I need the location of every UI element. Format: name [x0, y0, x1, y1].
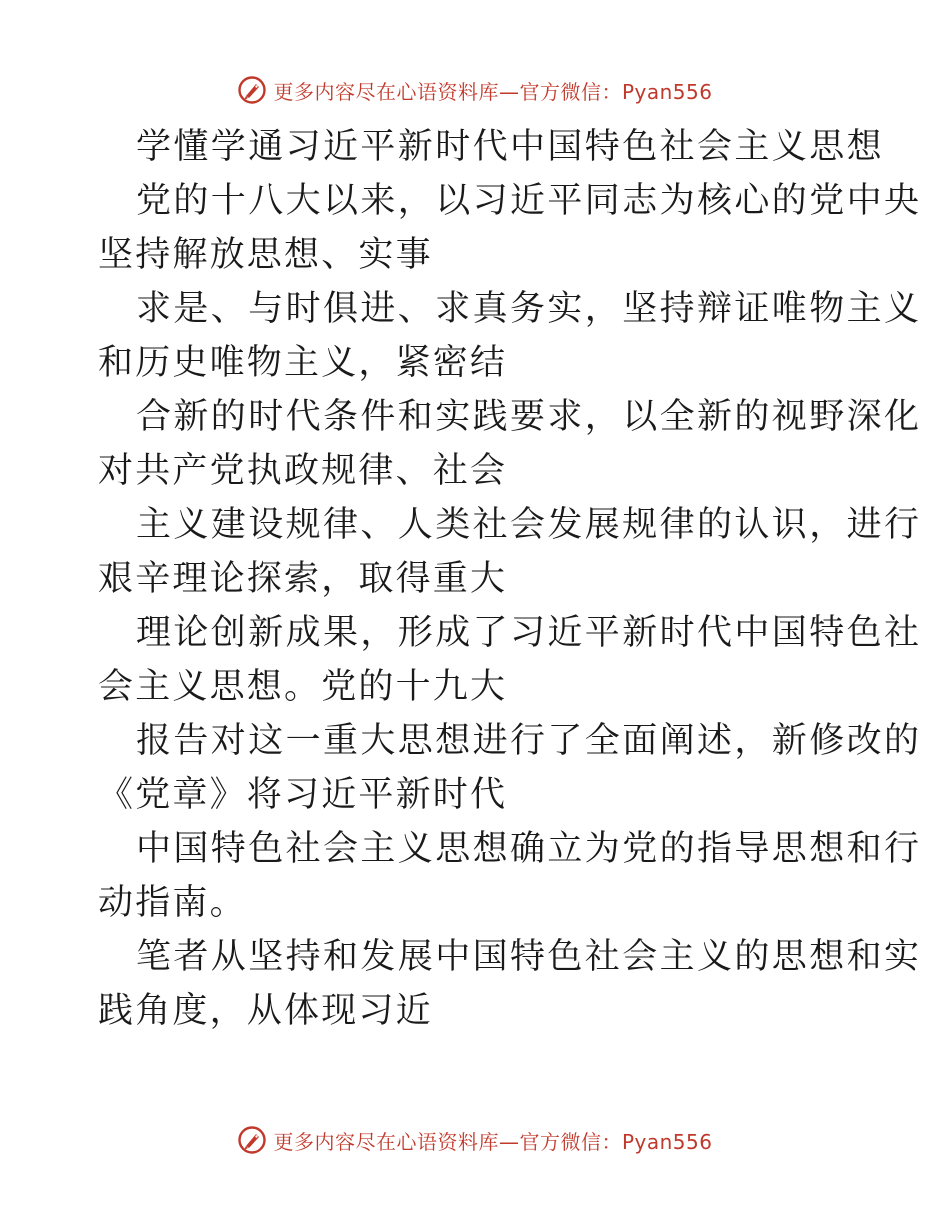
paragraph-line: 会主义思想。党的十九大	[98, 667, 508, 707]
paragraph-line: 和历史唯物主义，紧密结	[98, 343, 508, 383]
paragraph-line: 笔者从坚持和发展中国特色社会主义的思想和实	[136, 937, 922, 977]
paragraph-line: 《党章》将习近平新时代	[98, 775, 508, 815]
paragraph-line: 求是、与时俱进、求真务实，坚持辩证唯物主义	[136, 289, 922, 329]
header-watermark-text: 更多内容尽在心语资料库—官方微信：Pyan556	[273, 79, 713, 104]
footer-watermark-text: 更多内容尽在心语资料库—官方微信：Pyan556	[273, 1129, 713, 1154]
paragraph-line: 合新的时代条件和实践要求，以全新的视野深化	[136, 397, 922, 437]
paragraph-line: 理论创新成果，形成了习近平新时代中国特色社	[136, 613, 922, 653]
paragraph-line: 践角度，从体现习近	[98, 991, 433, 1031]
footer-watermark-banner	[0, 1120, 950, 1160]
header-watermark-banner	[0, 70, 950, 110]
document-body	[98, 120, 922, 1038]
paragraph-line: 主义建设规律、人类社会发展规律的认识，进行	[136, 505, 922, 545]
pen-nib-logo-icon	[237, 75, 267, 105]
pen-nib-logo-icon	[237, 1125, 267, 1155]
paragraph-line: 报告对这一重大思想进行了全面阐述，新修改的	[136, 721, 922, 761]
paragraph-line: 动指南。	[98, 883, 247, 923]
paragraph-line: 中国特色社会主义思想确立为党的指导思想和行	[136, 829, 922, 869]
paragraph-line: 党的十八大以来，以习近平同志为核心的党中央	[136, 181, 922, 221]
doc-title-line: 学懂学通习近平新时代中国特色社会主义思想	[136, 127, 885, 167]
paragraph-line: 坚持解放思想、实事	[98, 235, 433, 275]
paragraph-line: 对共产党执政规律、社会	[98, 451, 508, 491]
paragraph-line: 艰辛理论探索，取得重大	[98, 559, 508, 599]
